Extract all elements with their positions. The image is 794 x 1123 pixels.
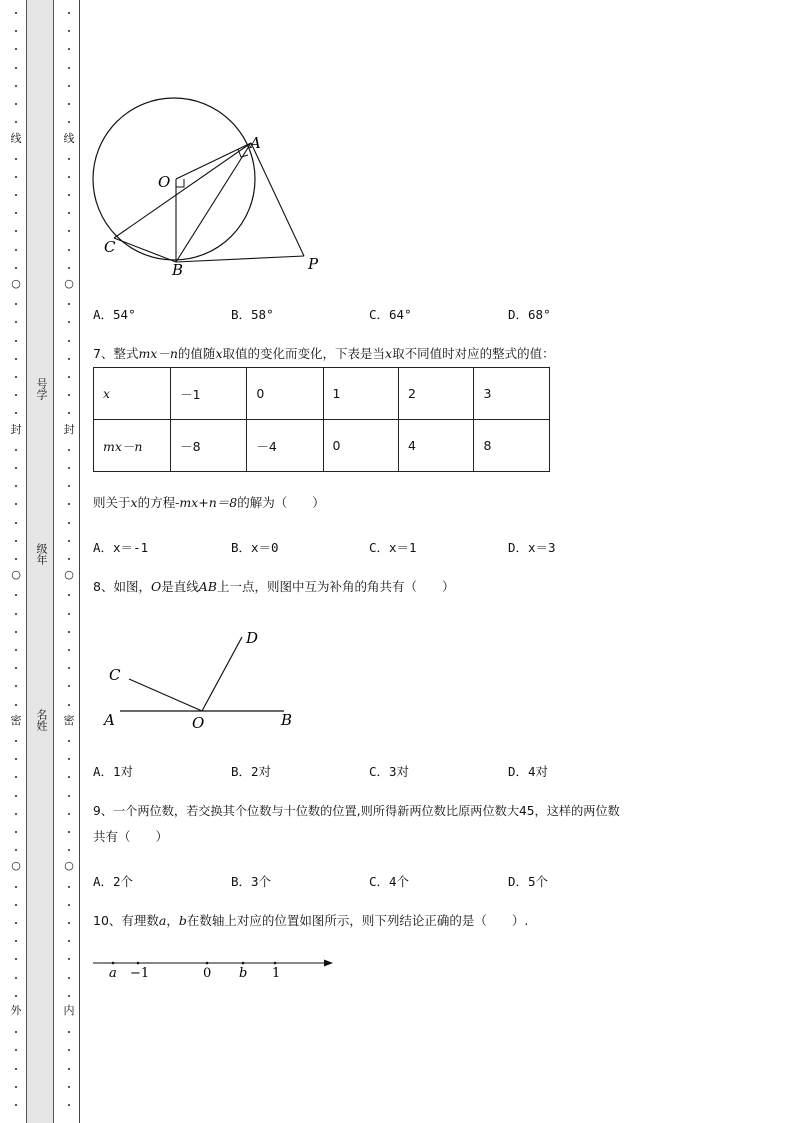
margin-dot	[15, 394, 17, 396]
margin-dot	[68, 995, 70, 997]
field-grade: 级年	[35, 543, 48, 565]
table-cell: －1	[171, 368, 247, 420]
margin-dot	[68, 1031, 70, 1033]
margin-dot	[68, 849, 70, 851]
q6-right-angle-O	[176, 179, 184, 187]
left-mark-circle: ○	[9, 278, 23, 290]
q7-question-suffix: 的解为（ ）	[237, 495, 325, 510]
q7-stem-mid: 的值随	[177, 346, 216, 361]
margin-dot	[68, 249, 70, 251]
margin-dot	[15, 67, 17, 69]
margin-dot	[68, 1049, 70, 1051]
margin-dot	[15, 485, 17, 487]
margin-dot	[68, 267, 70, 269]
q10-number-line	[90, 952, 340, 984]
margin-dot	[15, 758, 17, 760]
margin-dot	[68, 667, 70, 669]
margin-dot	[68, 594, 70, 596]
q10-tick-minus-one	[137, 962, 140, 965]
margin-dot	[15, 958, 17, 960]
margin-dot	[15, 467, 17, 469]
table-cell: 8	[474, 420, 550, 472]
q9-stem-line1: 9、一个两位数，若交换其个位数与十位数的位置,则所得新两位数比原两位数大45，这样的两位数	[93, 804, 620, 818]
q6-label-A: A	[250, 134, 261, 152]
margin-dot	[68, 1068, 70, 1070]
q7-stem-suffix-1: 取值的变化而变化，下表是当	[222, 346, 386, 361]
table-cell: 0	[323, 420, 398, 472]
margin-dot	[15, 249, 17, 251]
margin-dot	[68, 795, 70, 797]
q7-stem-prefix: 7、整式	[93, 346, 139, 361]
margin-dot	[68, 449, 70, 451]
margin-dot	[15, 795, 17, 797]
margin-dot	[68, 813, 70, 815]
q8-option-b: B．2对	[231, 764, 272, 779]
q8-option-d: D．4对	[508, 764, 549, 779]
left-mark-circle: ○	[9, 569, 23, 581]
q6-tangent-AP	[251, 143, 304, 256]
table-cell: －8	[171, 420, 247, 472]
margin-dot	[68, 48, 70, 50]
margin-dot	[68, 540, 70, 542]
table-cell: 3	[474, 368, 550, 420]
right-mark-nei: 内	[63, 1004, 75, 1017]
margin-dot	[15, 303, 17, 305]
table-cell: 0	[247, 368, 323, 420]
left-mark-circle: ○	[9, 860, 23, 872]
margin-dot	[15, 540, 17, 542]
q6-label-B: B	[172, 261, 184, 279]
q9-option-b: B．3个	[231, 874, 272, 889]
margin-dot	[68, 67, 70, 69]
right-mark-feng: 封	[63, 423, 75, 436]
table-cell: －4	[247, 420, 323, 472]
q10-tick-one	[274, 962, 277, 965]
margin-dot	[15, 48, 17, 50]
right-mark-mi: 密	[63, 714, 75, 727]
margin-dot	[15, 522, 17, 524]
margin-dot	[68, 12, 70, 14]
margin-dot	[15, 158, 17, 160]
q6-segment-CB	[114, 238, 176, 262]
margin-dot	[68, 358, 70, 360]
right-dot-column	[63, 0, 75, 1123]
right-mark-circle: ○	[62, 860, 76, 872]
margin-dot	[15, 886, 17, 888]
q6-option-d: D．68°	[508, 307, 551, 322]
margin-dot	[68, 212, 70, 214]
q10-label-b: b	[239, 966, 248, 981]
q8-option-a: A．1对	[93, 764, 134, 779]
q8-stem-mid: 是直线	[161, 579, 199, 594]
margin-dot	[15, 321, 17, 323]
margin-dot	[68, 522, 70, 524]
q7-option-d: D．x＝3	[508, 540, 556, 555]
margin-dot	[68, 321, 70, 323]
q8-label-B: B	[281, 711, 293, 729]
q7-question	[93, 495, 325, 511]
left-mark-xian: 线	[10, 132, 22, 145]
margin-dot	[68, 103, 70, 105]
margin-dot	[68, 230, 70, 232]
q7-question-variable: x	[130, 495, 138, 510]
margin-dot	[68, 649, 70, 651]
table-cell: 2	[399, 368, 474, 420]
q8-ray-OD	[202, 637, 242, 711]
table-cell: mx－n	[94, 420, 171, 472]
margin-dot	[68, 558, 70, 560]
margin-dot	[15, 831, 17, 833]
margin-dot	[68, 904, 70, 906]
q7-stem	[93, 346, 555, 362]
q6-segment-CA	[114, 143, 251, 238]
q10-label-a: a	[109, 966, 117, 981]
table-cell: 1	[323, 368, 398, 420]
q8-ray-OC	[129, 679, 202, 711]
q8-angle-figure	[98, 625, 308, 735]
margin-dot	[15, 1086, 17, 1088]
margin-dot	[15, 1031, 17, 1033]
q9-option-c: C．4个	[369, 874, 410, 889]
q9-option-a: A．2个	[93, 874, 134, 889]
q8-label-C: C	[109, 666, 121, 684]
margin-border-line	[79, 0, 80, 1123]
margin-dot	[68, 467, 70, 469]
margin-dot	[68, 922, 70, 924]
q7-option-b: B．x＝0	[231, 540, 279, 555]
margin-dot	[15, 230, 17, 232]
margin-dot	[15, 12, 17, 14]
margin-dot	[68, 776, 70, 778]
margin-dot	[68, 704, 70, 706]
q10-axis-arrow	[324, 960, 333, 967]
margin-dot	[15, 922, 17, 924]
margin-dot	[68, 485, 70, 487]
left-mark-feng: 封	[10, 423, 22, 436]
margin-dot	[15, 977, 17, 979]
right-mark-xian: 线	[63, 132, 75, 145]
margin-dot	[68, 1104, 70, 1106]
table-row	[94, 420, 550, 472]
margin-dot	[15, 358, 17, 360]
margin-dot	[15, 194, 17, 196]
q7-stem-suffix-2: 取不同值时对应的整式的值：	[392, 346, 555, 361]
q6-label-C: C	[104, 238, 116, 256]
margin-dot	[68, 121, 70, 123]
margin-dot	[68, 977, 70, 979]
left-dot-column	[10, 0, 22, 1123]
margin-dot	[15, 267, 17, 269]
margin-dot	[15, 704, 17, 706]
q8-stem-line-ab: AB	[198, 579, 217, 594]
margin-dot	[15, 376, 17, 378]
field-student-number: 号学	[35, 378, 48, 400]
q8-option-c: C．3对	[369, 764, 410, 779]
margin-dot	[15, 503, 17, 505]
margin-dot	[68, 958, 70, 960]
margin-dot	[15, 613, 17, 615]
q10-stem-prefix: 10、有理数	[93, 913, 159, 928]
margin-dot	[15, 1068, 17, 1070]
margin-dot	[15, 995, 17, 997]
q7-option-c: C．x＝1	[369, 540, 417, 555]
margin-dot	[15, 340, 17, 342]
q10-label-minus-one: −1	[130, 966, 150, 981]
margin-dot	[68, 613, 70, 615]
margin-dot	[68, 194, 70, 196]
left-mark-wai: 外	[10, 1004, 22, 1017]
q10-label-one: 1	[272, 966, 281, 981]
table-row	[94, 368, 550, 420]
margin-dot	[15, 176, 17, 178]
margin-dot	[15, 685, 17, 687]
margin-dot	[68, 685, 70, 687]
q7-question-prefix: 则关于	[93, 495, 131, 510]
right-mark-circle: ○	[62, 569, 76, 581]
left-mark-mi: 密	[10, 714, 22, 727]
margin-dot	[68, 394, 70, 396]
q6-option-c: C．64°	[369, 307, 412, 322]
margin-dot	[15, 212, 17, 214]
margin-dot	[15, 1104, 17, 1106]
q7-option-a: A．x＝-1	[93, 540, 149, 555]
margin-dot	[15, 849, 17, 851]
margin-dot	[15, 594, 17, 596]
margin-dot	[68, 940, 70, 942]
margin-dot	[68, 758, 70, 760]
q9-option-d: D．5个	[508, 874, 549, 889]
margin-dot	[15, 776, 17, 778]
q6-option-a: A．54°	[93, 307, 136, 322]
margin-dot	[15, 1049, 17, 1051]
margin-dot	[15, 30, 17, 32]
margin-dot	[15, 813, 17, 815]
q10-stem	[93, 913, 528, 929]
margin-dot	[15, 449, 17, 451]
margin-dot	[68, 30, 70, 32]
q10-stem-comma: ，	[166, 913, 179, 928]
q6-circle-figure	[88, 95, 328, 280]
margin-dot	[68, 158, 70, 160]
q7-stem-variable: x	[215, 346, 223, 361]
q7-stem-expression: mx－n	[138, 346, 178, 361]
table-cell: x	[94, 368, 171, 420]
field-name: 名姓	[35, 709, 48, 731]
margin-dot	[15, 631, 17, 633]
margin-dot	[68, 503, 70, 505]
margin-dot	[15, 85, 17, 87]
q10-tick-zero	[206, 962, 209, 965]
q10-stem-b: b	[178, 913, 187, 928]
margin-dot	[15, 904, 17, 906]
q9-stem-line2: 共有（ ）	[93, 829, 169, 844]
right-mark-circle: ○	[62, 278, 76, 290]
margin-dot	[15, 649, 17, 651]
q6-label-P: P	[308, 255, 319, 273]
margin-dot	[15, 103, 17, 105]
margin-dot	[15, 740, 17, 742]
q7-value-table	[93, 367, 550, 472]
q8-stem-suffix: 上一点，则图中互为补角的角共有（ ）	[216, 579, 455, 594]
table-cell: 4	[399, 420, 474, 472]
margin-dot	[15, 667, 17, 669]
q10-stem-a: a	[158, 913, 167, 928]
margin-dot	[68, 376, 70, 378]
margin-dot	[68, 886, 70, 888]
margin-dot	[68, 631, 70, 633]
q6-label-O: O	[158, 173, 171, 191]
margin-dot	[68, 740, 70, 742]
q8-stem-prefix: 8、如图，	[93, 579, 151, 594]
q8-stem-point-o: O	[150, 579, 162, 594]
margin-dot	[15, 558, 17, 560]
q10-point-a	[112, 962, 115, 965]
q8-label-D: D	[246, 629, 259, 647]
margin-dot	[68, 831, 70, 833]
q10-point-b	[242, 962, 245, 965]
margin-dot	[68, 303, 70, 305]
margin-dot	[15, 940, 17, 942]
q6-option-b: B．58°	[231, 307, 274, 322]
q8-stem	[93, 579, 454, 595]
margin-dot	[68, 340, 70, 342]
margin-dot	[15, 121, 17, 123]
q10-stem-suffix: 在数轴上对应的位置如图所示，则下列结论正确的是（ ）.	[186, 913, 529, 928]
margin-dot	[68, 85, 70, 87]
margin-dot	[68, 1086, 70, 1088]
q8-label-O: O	[192, 714, 205, 732]
q7-question-mid: 的方程	[137, 495, 176, 510]
q10-label-zero: 0	[203, 966, 212, 981]
q7-question-equation: -mx+n＝8	[175, 495, 238, 510]
q7-stem-variable-2: x	[385, 346, 393, 361]
margin-dot	[68, 412, 70, 414]
margin-dot	[68, 176, 70, 178]
q8-label-A: A	[104, 711, 115, 729]
margin-dot	[15, 412, 17, 414]
